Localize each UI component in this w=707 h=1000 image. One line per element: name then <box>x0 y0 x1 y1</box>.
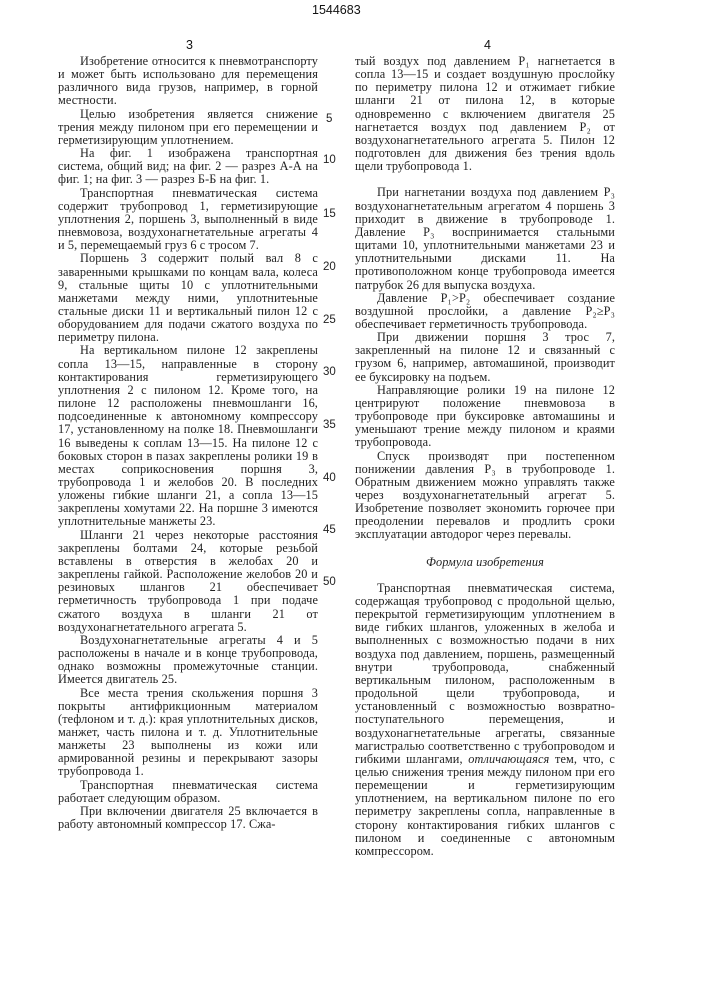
paragraph: На фиг. 1 изображена транспортная система, общий вид; на фиг. 2 — разрез А-А на фиг. 1; на фиг. 3 — разрез Б-Б на фиг. 1. <box>58 147 318 186</box>
paragraph: Транспортная пневматическая система содержит трубопровод 1, герметизирующие уплотнения 2, поршень 3, выполненный в виде пневмовоза, воздухонагнетательные агрегаты 4 и 5, перемещаемый груз 6 с тросом 7. <box>58 187 318 253</box>
paragraph: Транспортная пневматическая система работает следующим образом. <box>58 779 318 805</box>
line-number: 10 <box>323 154 349 166</box>
paragraph: Целью изобретения является снижение трения между пилоном при его перемещении и герметизирующим уплотнением. <box>58 108 318 147</box>
line-number: 15 <box>323 208 349 220</box>
paragraph: При включении двигателя 25 включается в работу автономный компрессор 17. Сжа- <box>58 805 318 831</box>
paragraph: Направляющие ролики 19 на пилоне 12 центрируют положение пневмовоза в трубопроводе при буксировке автомашины и уменьшают трение между пилоном и краями трубопровода. <box>355 384 615 450</box>
page-number-right: 4 <box>484 38 491 52</box>
line-number: 45 <box>323 524 349 536</box>
paragraph: Воздухонагнетательные агрегаты 4 и 5 расположены в начале и в конце трубопровода, однако возможны промежуточные станции. Имеется двигатель 25. <box>58 634 318 687</box>
paragraph: Шланги 21 через некоторые расстояния закреплены болтами 24, которые резьбой вставлены в отверстия в желобах 20 и закреплены гайкой. Расположение желобов 20 и резиновых шлангов 21 обеспечивает герметичность трубопровода 1 при подаче сжатого воздуха в шланги 21 от воздухонагнетательного агрегата 5. <box>58 529 318 634</box>
paragraph: При движении поршня 3 трос 7, закрепленный на пилоне 12 и связанный с грузом 6, например, автомашиной, производит ее буксировку на подъем. <box>355 331 615 384</box>
claims-heading: Формула изобретения <box>355 556 615 569</box>
claim-preamble: Транспортная пневматическая система, содержащая трубопровод с продольной щелью, перекрытой герметизирующим уплотнением в виде гибких шлангов, уложенных в желоба и выполненных с возможностью подачи в них воздуха под давлением, поршень, размещенный внутри трубопровода, снабженный вертикальным пилоном, расположенным в продольной щели трубопровода, и установленный с возможностью возвратно-поступательного перемещения, и воздухонагнетательные агрегаты, связанные магистралью соответственно с трубопроводом и гибкими шлангами, <box>355 581 615 766</box>
left-column <box>58 55 318 831</box>
line-number: 5 <box>326 113 352 125</box>
paragraph: Поршень 3 содержит полый вал 8 с заваренными крышками по концам вала, колеса 9, стальные щиты 10 с уплотнительными манжетами между ними, уплотнитеьные стальные диски 11 и вертикальный пилон 12 с оборудованием для подачи сжатого воздуха по периметру пилона. <box>58 252 318 344</box>
claim-text <box>355 582 615 858</box>
claim-characterizing: тем, что, с целью снижения трения между пилоном при его перемещении и герметизирующим уплотнением, на вертикальном пилоне по его периметру закреплены сопла, направленные в сторону контактирования гибких шлангов с пилоном и соединенные с автономным компрессором. <box>355 752 615 858</box>
line-number: 30 <box>323 366 349 378</box>
paragraph: Спуск производят при постепенном понижении давления P₃ в трубопроводе 1. Обратным движением можно управлять также через воздухонагнетательный агрегат 5. Изобретение позволяет экономить горючее при преодолении перевалов и продлить сроки эксплуатации автодорог через перевалы. <box>355 450 615 542</box>
line-number: 35 <box>323 419 349 431</box>
paragraph: Давление P₁>P₂ обеспечивает создание воздушной прослойки, а давление P₂≥P₃ обеспечивает герметичность трубопровода. <box>355 292 615 331</box>
line-number: 25 <box>323 314 349 326</box>
claim-emphasis: отличающаяся <box>468 752 549 766</box>
paragraph: На вертикальном пилоне 12 закреплены сопла 13—15, направленные в сторону контактирования герметизирующего уплотнения 2 с пилоном 12. Кроме того, на пилоне 12 расположены пневмошланги 16, подсоединенные к автономному компрессору 17, установленному на полке 18. Пневмошланги 16 выведены к соплам 13—15. На пилоне 12 с боковых сторон в пазах закреплены ролики 19 в местах соприкосновения поршня 3, трубопровода 1 и желобов 20. В последних уложены гибкие шланги 21, а сопла 13—15 закреплены хомутами 22. На поршне 3 имеются уплотнительные манжеты 23. <box>58 344 318 528</box>
paragraph: Изобретение относится к пневмотранспорту и может быть использовано для перемещения различного вида грузов, например, в горной местности. <box>58 55 318 108</box>
page-number-left: 3 <box>186 38 193 52</box>
patent-number: 1544683 <box>312 3 361 17</box>
paragraph: тый воздух под давлением P₁ нагнетается в сопла 13—15 и создает воздушную прослойку по периметру пилона 12 и отжимает гибкие шланги 21 от пилона 12, в которые одновременно с включением двигателя 25 нагнетается воздух под давлением P₂ от воздухонагнетательного агрегата 5. Пилон 12 подготовлен для движения без трения вдоль щели трубопровода 1. <box>355 55 615 173</box>
right-column <box>355 55 615 858</box>
line-number: 20 <box>323 261 349 273</box>
paragraph: Все места трения скольжения поршня 3 покрыты антифрикционным материалом (тефлоном и т. д.): края уплотнительных дисков, манжет, часть пилона и т. д. Уплотнительные манжеты 23 выполнены из кожи или армированной резины и перекрывают зазоры трубопровода 1. <box>58 687 318 779</box>
paragraph: При нагнетании воздуха под давлением P₃ воздухонагнетательным агрегатом 4 поршень 3 приходит в движение в трубопроводе 1. Давление P₃ воспринимается стальными щитами 10, уплотнительными манжетами 23 и уплотнительными дисками 11. На противоположном конце трубопровода имеется патрубок 26 для выпуска воздуха. <box>355 186 615 291</box>
line-number: 40 <box>323 472 349 484</box>
line-number: 50 <box>323 576 349 588</box>
